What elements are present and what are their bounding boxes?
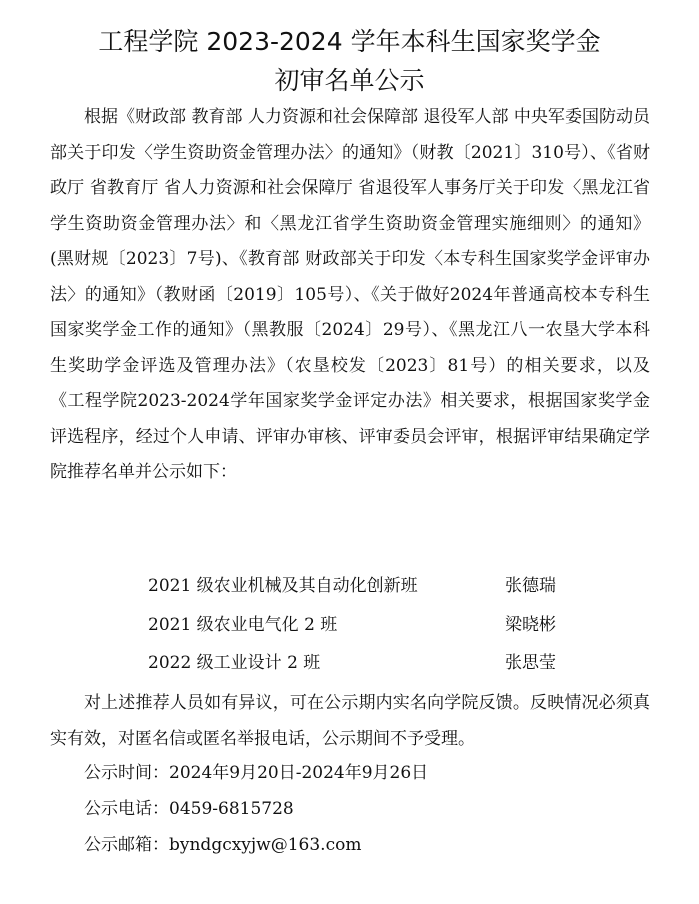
document-title-line1: 工程学院 2023-2024 学年本科生国家奖学金 bbox=[98, 27, 601, 56]
publicity-phone: 公示电话：0459-6815728 bbox=[84, 799, 294, 819]
recommended-class: 2022 级工业设计 2 班 bbox=[148, 653, 321, 673]
publicity-time: 公示时间：2024年9月20日-2024年9月26日 bbox=[84, 763, 429, 783]
recommended-student: 梁晓彬 bbox=[505, 615, 556, 635]
recommended-row bbox=[0, 648, 699, 678]
recommended-row bbox=[0, 571, 699, 601]
document-title-line2: 初审名单公示 bbox=[274, 66, 425, 95]
recommended-class: 2021 级农业机械及其自动化创新班 bbox=[148, 576, 418, 596]
publicity-email: 公示邮箱：byndgcxyjw@163.com bbox=[84, 835, 362, 855]
recommended-row bbox=[0, 610, 699, 640]
main-paragraph: 根据《财政部 教育部 人力资源和社会保障部 退役军人部 中央军委国防动员部关于印发〈学生资助资金管理办法〉的通知》（财教〔2021〕310号）、《省财政厅 省教育厅 省人力资源和社会保障厅 省退役军人事务厅关于印发〈黑龙江省学生资助资金管理办法〉和〈黑龙江省学生资助资金管理实施细则〉的通知》(黑财规〔2023〕7号)、《教育部 财政部关于印发〈本专科生国家奖学金评审办法〉的通知》（教财函〔2019〕105号）、《关于做好2024年普通高校本专科生国家奖学金工作的通知》（黑教服〔2024〕29号）、《黑龙江八一农垦大学本科生奖助学金评选及管理办法》（农垦校发〔2023〕81号）的相关要求，以及《工程学院2023-2024学年国家奖学金评定办法》相关要求，根据国家奖学金评选程序，经过个人申请、评审办审核、评审委员会评审，根据评审结果确定学院推荐名单并公示如下： bbox=[50, 107, 650, 482]
objection-note: 对上述推荐人员如有异议，可在公示期内实名向学院反馈。反映情况必须真实有效，对匿名信或匿名举报电话，公示期间不予受理。 bbox=[50, 693, 650, 749]
recommended-class: 2021 级农业电气化 2 班 bbox=[148, 615, 338, 635]
recommended-student: 张思莹 bbox=[505, 653, 556, 673]
recommended-student: 张德瑞 bbox=[505, 576, 556, 596]
